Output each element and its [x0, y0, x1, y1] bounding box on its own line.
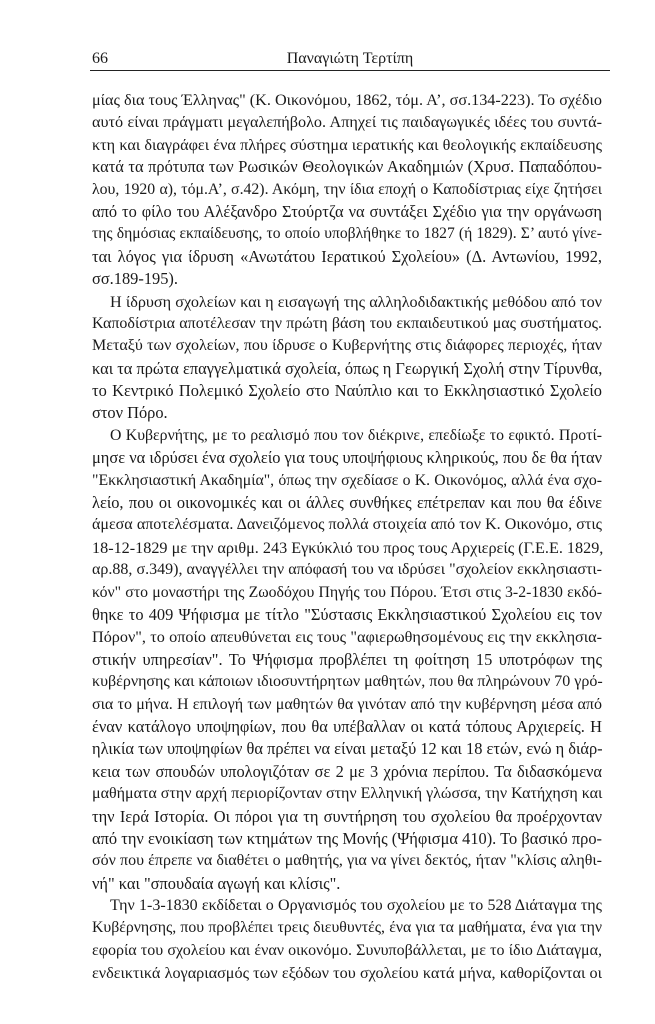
- text-line: 18-12-1829 με την αριθμ. 243 Εγκύκλιό του προς τους Αρχιερείς (Γ.Ε.Ε. 1829,: [92, 538, 604, 557]
- text-line: Κυβέρνησης, που προβλέπει τρεις διευθυντές, ένα για τα μαθήματα, ένα για την: [92, 919, 602, 937]
- text-line: στον Πόρο.: [92, 403, 168, 423]
- paragraph: [92, 895, 602, 985]
- text-line: κατά τα πρότυπα των Ρωσικών Θεολογικών Ακαδημιών (Χρυσ. Παπαδόπου-: [92, 157, 602, 177]
- text-line: Η ίδρυση σχολείων και η εισαγωγή της αλληλοδιδακτικής μεθόδου από τον: [110, 292, 602, 311]
- text-line: ηλικία των υποψηφίων θα πρέπει να είναι μεταξύ 12 και 18 ετών, ενώ η διάρ-: [92, 739, 603, 759]
- running-title: Παναγιώτη Τερτίπη: [286, 50, 414, 67]
- text-line: μίας δια τους Έλληνας" (Κ. Οικονόμου, 1862, τόμ. Α’, σσ.134-223). Το σχέδιο: [92, 91, 602, 109]
- text-line: κεια των σπουδών υπολογιζόταν σε 2 με 3 χρόνια περίπου. Τα διδασκόμενα: [92, 761, 602, 781]
- text-line: το Κεντρικό Πολεμικό Σχολείο στο Ναύπλιο και το Εκκλησιαστικό Σχολείο: [92, 381, 602, 401]
- text-line: μαθήματα στην αρχή περιορίζονταν στην Ελληνική γλώσσα, την Κατήχηση και: [92, 785, 603, 803]
- text-line: Την 1-3-1830 εκδίδεται ο Οργανισμός του σχολείου με το 528 Διάταγμα της: [110, 897, 602, 915]
- text-line: σόν που έπρεπε να διαθέτει ο μαθητής, για να γίνει δεκτός, ήταν "κλίσις αληθι-: [92, 852, 602, 870]
- text-line: Καποδίστρια αποτέλεσαν την πρώτη βάση του εκπαιδευτικού μας συστήματος.: [92, 314, 602, 332]
- text-line: στικήν υπηρεσίαν". Το Ψήφισμα προβλέπει τη φοίτηση 15 υποτρόφων της: [92, 649, 602, 669]
- text-line: άμεσα αποτελέσματα. Δανειζόμενος πολλά στοιχεία από τον Κ. Οικονόμο, στις: [92, 516, 602, 534]
- text-line: νή" και "σπουδαία αγωγή και κλίσις".: [92, 873, 341, 893]
- text-line: ενδεικτικά λογαριασμός των εξόδων του σχολείου κατά μήνα, καθορίζονται οι: [92, 964, 602, 983]
- paragraph: [92, 89, 602, 291]
- text-line: σια το μήνα. Η επιλογή των μαθητών θα γινόταν από την κυβέρνηση μέσα από: [92, 695, 602, 713]
- text-line: και τα πρώτα επαγγελματικά σχολεία, όπως η Γεωργική Σχολή στην Τίρυνθα,: [92, 358, 603, 378]
- text-line: Ο Κυβερνήτης, με το ρεαλισμό που τον διέκρινε, επεδίωξε το εφικτό. Προτί-: [110, 426, 602, 444]
- text-line: κτη και διαγράφει ένα πλήρες σύστημα ιερατικής και θεολογικής εκπαίδευσης: [92, 135, 602, 154]
- text-line: σσ.189-195).: [92, 269, 178, 289]
- text-line: από το φίλο του Αλέξανδρο Στούρτζα να συντάξει Σχέδιο για την οργάνωση: [92, 201, 602, 221]
- text-line: από την ενοικίαση των κτημάτων της Μονής (Ψήφισμα 410). Το βασικό προ-: [92, 828, 602, 848]
- text-line: λείο, που οι οικονομικές και οι άλλες συνθήκες επέτρεπαν και που θα έδινε: [92, 493, 602, 513]
- text-line: λου, 1920 α), τόμ.Α’, σ.42). Ακόμη, την ίδια εποχή ο Καποδίστριας είχε ζητήσει: [92, 180, 602, 198]
- text-line: την Ιερά Ιστορία. Οι πόροι για τη συντήρηση του σχολείου θα προέρχονταν: [92, 806, 602, 826]
- body-text: [92, 89, 602, 985]
- text-line: έναν κατάλογο υποψηφίων, που θα υπέβαλλαν οι κατά τόπους Αρχιερείς. Η: [92, 716, 602, 736]
- text-line: αυτό είναι πράγματι μεγαλεπήβολο. Απηχεί τις παιδαγωγικές ιδέες του συντά-: [92, 113, 602, 132]
- paragraph: [92, 291, 602, 425]
- text-line: αρ.88, σ.349), αναγγέλλει την απόφασή του να ιδρύσει "σχολείον εκκλησιαστι-: [92, 561, 602, 579]
- text-line: εφορία του σχολείου και έναν οικονόμο. Συνυποβάλλεται, με το ίδιο Διάταγμα,: [92, 941, 602, 959]
- text-line: Μεταξύ των σχολείων, που ίδρυσε ο Κυβερνήτης στις διάφορες περιοχές, ήταν: [92, 337, 602, 355]
- page-number: 66: [92, 50, 108, 67]
- running-header: [90, 50, 610, 71]
- text-line: κυβέρνησης και κάποιων ιδιοσυντήρητων μαθητών, που θα πληρώνουν 70 γρό-: [92, 673, 603, 691]
- text-line: ται λόγος για ίδρυση «Ανωτάτου Ιερατικού Σχολείου» (Δ. Αντωνίου, 1992,: [92, 246, 602, 266]
- text-line: θηκε το 409 Ψήφισμα με τίτλο "Σύστασις Εκκλησιαστικού Σχολείου εις τον: [92, 604, 602, 624]
- paragraph: [92, 425, 602, 895]
- text-line: Πόρον", το οποίο απευθύνεται εις τους "αφιερωθησομένους εις την εκκλησια-: [92, 628, 602, 647]
- text-line: της δημόσιας εκπαίδευσης, το οποίο υποβλήθηκε το 1827 (ή 1829). Σ’ αυτό γίνε-: [92, 225, 602, 243]
- text-line: "Εκκλησιαστική Ακαδημία", όπως την σχεδίασε ο Κ. Οικονόμος, αλλά ένα σχο-: [92, 471, 602, 489]
- text-line: κόν" στο μοναστήρι της Ζωοδόχου Πηγής του Πόρου. Έτσι στις 3-2-1830 εκδό-: [92, 583, 602, 601]
- text-line: μησε να ιδρύσει ένα σχολείο για τους υποψήφιους κληρικούς, που δε θα ήταν: [92, 448, 602, 468]
